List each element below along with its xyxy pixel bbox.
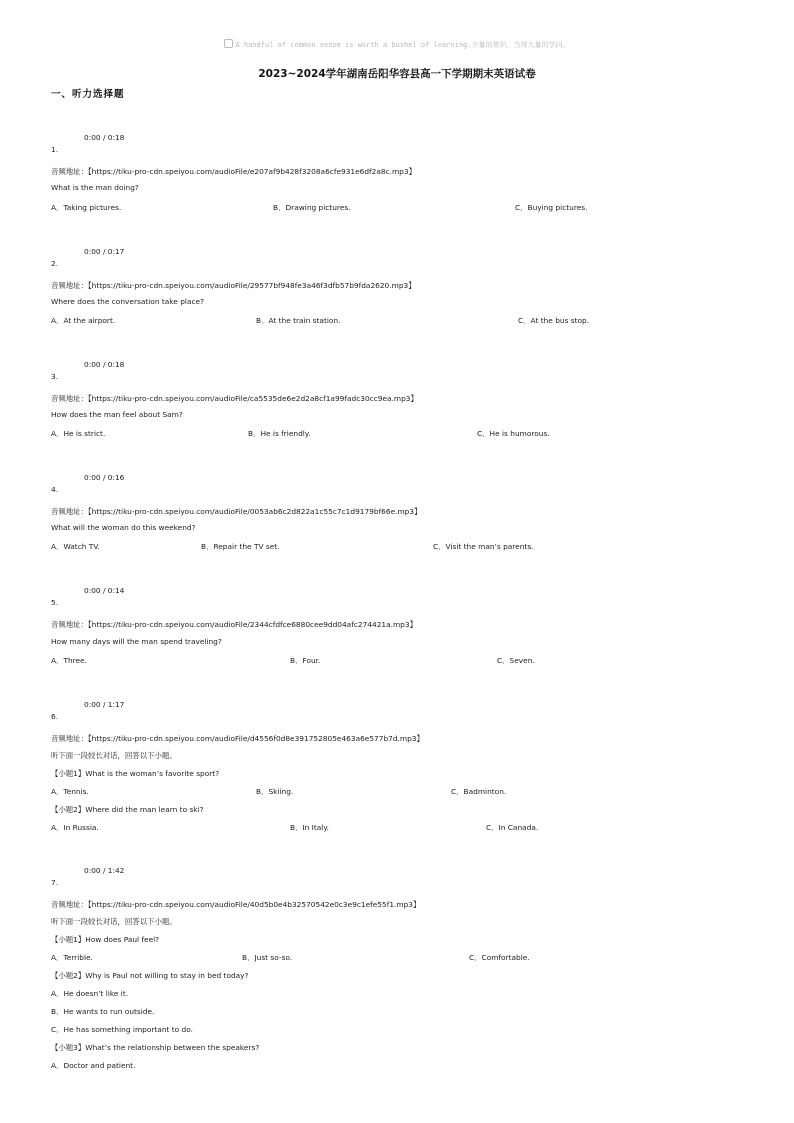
question-number: 6. bbox=[51, 712, 59, 721]
option-c: C．Seven. bbox=[497, 656, 535, 665]
option-a: A．Three. bbox=[51, 656, 87, 665]
option-b: B．Repair the TV set. bbox=[201, 542, 280, 551]
option-b: B．He is friendly. bbox=[248, 429, 311, 438]
option-a: A．At the airport. bbox=[51, 316, 116, 325]
option-b: B．Just so-so. bbox=[242, 953, 293, 962]
option-a: A．Taking pictures. bbox=[51, 203, 122, 212]
option-a: A．In Russia. bbox=[51, 823, 99, 832]
audio-player-time[interactable]: 0:00 / 0:18 bbox=[84, 360, 125, 369]
subquestion-stem: 【小题2】Why is Paul not willing to stay in bed today? bbox=[51, 971, 249, 980]
audio-player-time[interactable]: 0:00 / 1:42 bbox=[84, 866, 125, 875]
question-number: 4. bbox=[51, 485, 59, 494]
audio-player-time[interactable]: 0:00 / 0:14 bbox=[84, 586, 125, 595]
audio-player-time[interactable]: 0:00 / 0:18 bbox=[84, 133, 125, 142]
subquestion-stem: 【小题2】Where did the man learn to ski? bbox=[51, 805, 204, 814]
question-intro: 听下面一段较长对话，回答以下小题。 bbox=[51, 751, 177, 760]
question-number: 2. bbox=[51, 259, 59, 268]
audio-address: 音频地址：【https://tiku-pro-cdn.speiyou.com/audioFile/40d5b0e4b32570542e0c3e9c1efe55f1.mp3】 bbox=[51, 900, 421, 909]
question-number: 7. bbox=[51, 878, 59, 887]
question-number: 3. bbox=[51, 372, 59, 381]
audio-address: 音频地址：【https://tiku-pro-cdn.speiyou.com/audioFile/e207af9b428f3208a6cfe931e6df2a8c.mp3】 bbox=[51, 167, 416, 176]
page-title: 2023~2024学年湖南岳阳华容县高一下学期期末英语试卷 bbox=[258, 68, 536, 80]
option-c: C．Buying pictures. bbox=[515, 203, 588, 212]
option-a: A．Tennis. bbox=[51, 787, 89, 796]
question-stem: Where does the conversation take place? bbox=[51, 297, 205, 306]
option-a: A．Terrible. bbox=[51, 953, 93, 962]
option-b: B．In Italy. bbox=[290, 823, 330, 832]
option-c: C．At the bus stop. bbox=[518, 316, 590, 325]
option-b: B．Four. bbox=[290, 656, 321, 665]
option-a: A．Doctor and patient. bbox=[51, 1061, 136, 1070]
question-stem: How many days will the man spend traveling? bbox=[51, 637, 222, 646]
audio-address: 音频地址：【https://tiku-pro-cdn.speiyou.com/audioFile/d4556f0d8e391752805e463a6e577b7d.mp3】 bbox=[51, 734, 424, 743]
audio-player-time[interactable]: 0:00 / 0:17 bbox=[84, 247, 125, 256]
section-heading: 一、听力选择题 bbox=[51, 89, 125, 100]
option-a: A．He is strict. bbox=[51, 429, 106, 438]
audio-address: 音频地址：【https://tiku-pro-cdn.speiyou.com/audioFile/2344cfdfce6880cee9dd04afc274421a.mp3】 bbox=[51, 620, 417, 629]
question-number: 5. bbox=[51, 598, 59, 607]
question-stem: What is the man doing? bbox=[51, 183, 139, 192]
option-b: B．He wants to run outside. bbox=[51, 1007, 155, 1016]
option-a: A．Watch TV. bbox=[51, 542, 100, 551]
subquestion-stem: 【小题1】What is the woman’s favorite sport? bbox=[51, 769, 220, 778]
audio-player-time[interactable]: 0:00 / 1:17 bbox=[84, 700, 125, 709]
subquestion-stem: 【小题1】How does Paul feel? bbox=[51, 935, 160, 944]
option-c: C．Badminton. bbox=[451, 787, 507, 796]
option-c: C．He has something important to do. bbox=[51, 1025, 193, 1034]
question-stem: What will the woman do this weekend? bbox=[51, 523, 196, 532]
option-c: C．In Canada. bbox=[486, 823, 539, 832]
audio-address: 音频地址：【https://tiku-pro-cdn.speiyou.com/audioFile/ca5535de6e2d2a8cf1a99fadc30cc9ea.mp3】 bbox=[51, 394, 418, 403]
audio-address: 音频地址：【https://tiku-pro-cdn.speiyou.com/audioFile/0053ab6c2d822a1c55c7c1d9179bf66e.mp3】 bbox=[51, 507, 422, 516]
question-intro: 听下面一段较长对话，回答以下小题。 bbox=[51, 917, 177, 926]
option-a: A．He doesn’t like it. bbox=[51, 989, 129, 998]
option-c: C．He is humorous. bbox=[477, 429, 550, 438]
option-b: B．Skiing. bbox=[256, 787, 294, 796]
watermark-text: A handful of common sense is worth a bushel of learning.少量的常识，当得大量的学问。 bbox=[235, 41, 570, 49]
option-c: C．Visit the man’s parents. bbox=[433, 542, 534, 551]
audio-address: 音频地址：【https://tiku-pro-cdn.speiyou.com/audioFile/29577bf948fe3a46f3dfb57b9fda2620.mp3】 bbox=[51, 281, 416, 290]
option-c: C．Comfortable. bbox=[469, 953, 530, 962]
option-b: B．At the train station. bbox=[256, 316, 341, 325]
option-b: B．Drawing pictures. bbox=[273, 203, 351, 212]
audio-player-time[interactable]: 0:00 / 0:16 bbox=[84, 473, 125, 482]
question-number: 1. bbox=[51, 145, 59, 154]
question-stem: How does the man feel about Sam? bbox=[51, 410, 183, 419]
subquestion-stem: 【小题3】What’s the relationship between the speakers? bbox=[51, 1043, 260, 1052]
